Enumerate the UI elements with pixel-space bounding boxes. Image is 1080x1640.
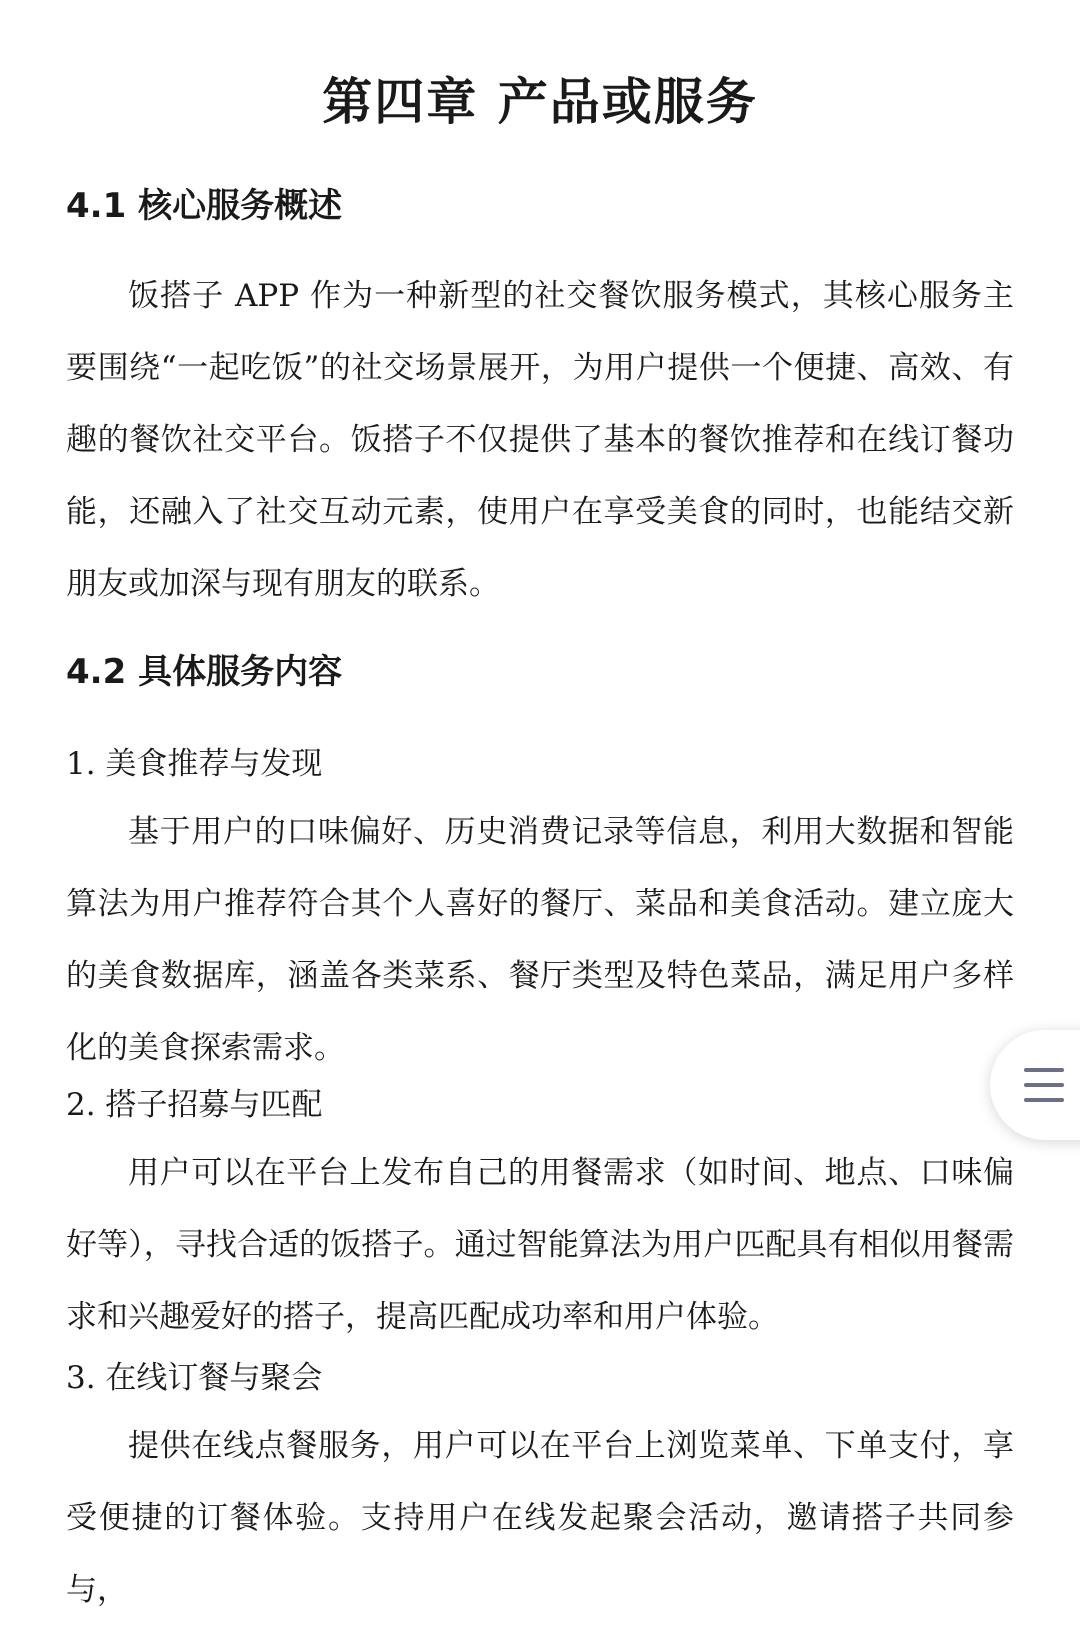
chapter-title: 第四章 产品或服务	[322, 73, 758, 131]
item-2-paragraph: 用户可以在平台上发布自己的用餐需求（如时间、地点、口味偏好等），寻找合适的饭搭子。通过智能算法为用户匹配具有相似用餐需求和兴趣爱好的搭子，提高匹配成功率和用户体验。	[66, 1155, 1014, 1335]
item-1-paragraph: 基于用户的口味偏好、历史消费记录等信息，利用大数据和智能算法为用户推荐符合其个人喜好的餐厅、菜品和美食活动。建立庞大的美食数据库，涵盖各类菜系、餐厅类型及特色菜品，满足用户多样化的美食探索需求。	[66, 814, 1014, 1066]
section-heading-4-1: 4.1 核心服务概述	[66, 186, 343, 226]
item-title-1: 1. 美食推荐与发现	[66, 746, 323, 782]
item-3-paragraph: 提供在线点餐服务，用户可以在平台上浏览菜单、下单支付，享受便捷的订餐体验。支持用户在线发起聚会活动，邀请搭子共同参与，	[66, 1428, 1014, 1608]
item-title-2: 2. 搭子招募与匹配	[66, 1087, 323, 1123]
section-4-1-paragraph: 饭搭子 APP 作为一种新型的社交餐饮服务模式，其核心服务主要围绕“一起吃饭”的社交场景展开，为用户提供一个便捷、高效、有趣的餐饮社交平台。饭搭子不仅提供了基本的餐饮推荐和在线订餐功能，还融入了社交互动元素，使用户在享受美食的同时，也能结交新朋友或加深与现有朋友的联系。	[66, 278, 1014, 602]
menu-icon	[1024, 1068, 1064, 1102]
section-heading-4-2: 4.2 具体服务内容	[66, 652, 343, 692]
item-title-3: 3. 在线订餐与聚会	[66, 1360, 323, 1396]
